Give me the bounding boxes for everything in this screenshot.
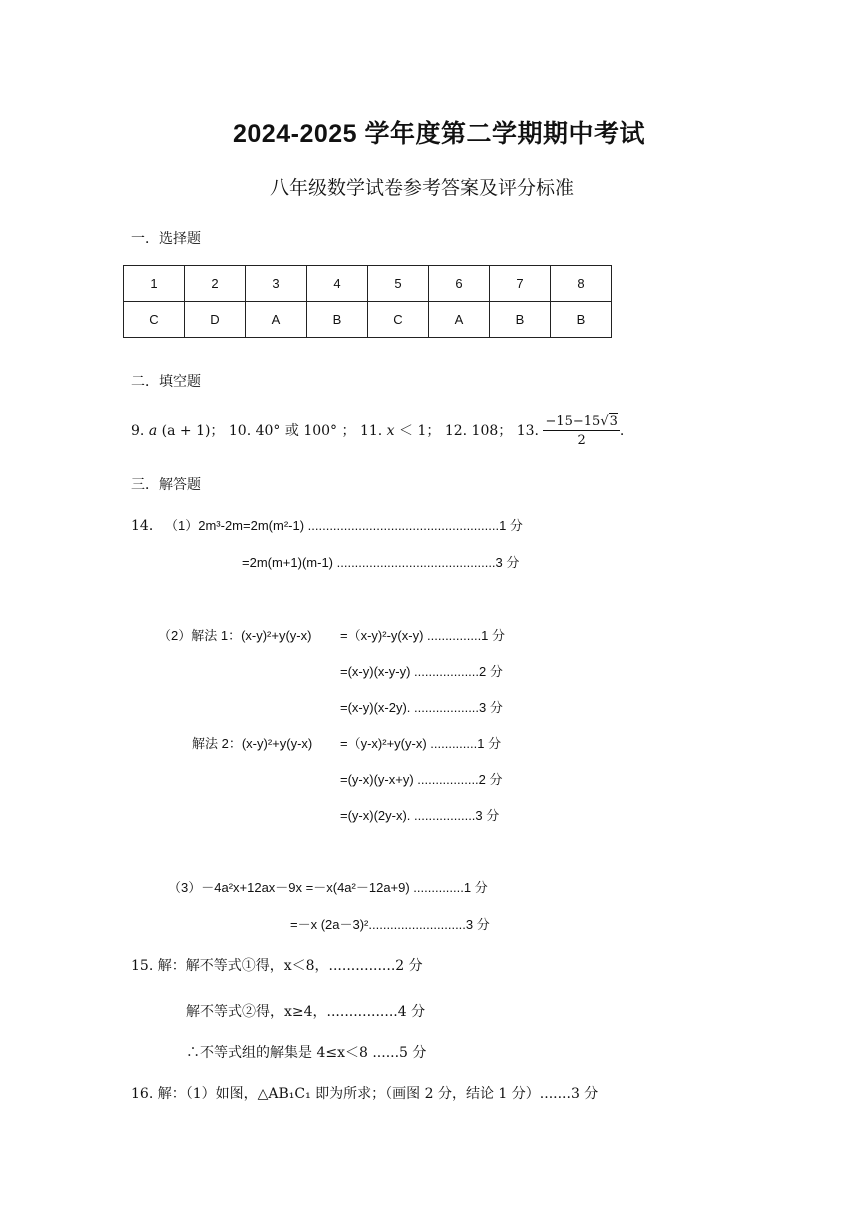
q9-answer-variable: a: [148, 423, 158, 439]
q14-part2-sol2-step3: =(y-x)(2y-x). .................3 分: [340, 808, 500, 823]
exam-title: 2024-2025 学年度第二学期期中考试: [233, 120, 646, 148]
table-cell-answer: B: [307, 302, 368, 338]
table-cell-number: 6: [429, 266, 490, 302]
q13-denominator: 2: [577, 433, 586, 448]
q12-answer: 12. 108；: [444, 423, 513, 439]
table-cell-number: 3: [246, 266, 307, 302]
table-cell-number: 8: [551, 266, 612, 302]
q14-part2-sol2-step1: =（y-x)²+y(y-x) .............1 分: [340, 736, 502, 751]
q14-part3-line2: =－x (2a－3)²...........................3 分: [290, 917, 490, 932]
exam-subtitle: 八年级数学试卷参考答案及评分标准: [270, 177, 575, 199]
table-cell-number: 1: [124, 266, 185, 302]
q13-label: 13.: [516, 423, 539, 439]
q14-part2-sol2-label: 解法 2：(x-y)²+y(y-x): [192, 736, 313, 751]
q14-part2-sol1-step2: =(x-y)(x-y-y) ..................2 分: [340, 664, 503, 679]
q14-part2-sol1-label: （2）解法 1：(x-y)²+y(y-x): [158, 628, 312, 643]
answer-table: [123, 265, 612, 338]
table-cell-number: 2: [185, 266, 246, 302]
q11-label: 11.: [359, 423, 383, 439]
table-cell-number: 5: [368, 266, 429, 302]
q13-tail: .: [619, 423, 625, 439]
table-cell-answer: B: [551, 302, 612, 338]
answer-table-number-row: [124, 266, 612, 302]
table-cell-answer: C: [124, 302, 185, 338]
table-cell-number: 4: [307, 266, 368, 302]
table-cell-number: 7: [490, 266, 551, 302]
q15-line3: ∴不等式组的解集是 4≤x＜8 ......5 分: [186, 1045, 427, 1061]
q10-answer: 10. 40° 或 100° ；: [228, 423, 356, 439]
fill-in-answers-line: [131, 414, 624, 448]
q15-line2: 解不等式②得，x≥4，................4 分: [186, 1004, 426, 1020]
q15-line1: 15. 解：解不等式①得，x＜8，...............2 分: [131, 958, 423, 974]
answer-table-answer-row: [124, 302, 612, 338]
q14-part2-sol1-step1: =（x-y)²-y(x-y) ...............1 分: [340, 628, 506, 643]
section-heading-fill-in: 二．填空题: [131, 374, 201, 390]
table-cell-answer: B: [490, 302, 551, 338]
q13-fraction: [543, 414, 619, 448]
q9-answer-rest: (a + 1)；: [161, 423, 225, 439]
section-heading-solutions: 三．解答题: [131, 477, 201, 493]
q14-part1-line2: =2m(m+1)(m-1) ............................................3 分: [242, 555, 520, 570]
q16-line1: 16. 解：（1）如图，△AB₁C₁ 即为所求；（画图 2 分，结论 1 分）.......3 分: [131, 1086, 599, 1102]
q14-part1-line1: （1）2m³-2m=2m(m²-1) .....................................................1 分: [165, 518, 523, 533]
table-cell-answer: D: [185, 302, 246, 338]
q14-label: 14．: [131, 518, 163, 534]
q14-part3-line1: （3）－4a²x+12ax－9x =－x(4a²－12a+9) ..............1 分: [168, 880, 488, 895]
section-heading-multiple-choice: 一．选择题: [131, 231, 201, 247]
q9-label: 9.: [131, 423, 145, 439]
q11-rest: ＜ 1；: [394, 423, 441, 439]
q14-part2-sol1-step3: =(x-y)(x-2y). ..................3 分: [340, 700, 503, 715]
q14-part2-sol2-step2: =(y-x)(y-x+y) .................2 分: [340, 772, 503, 787]
table-cell-answer: A: [246, 302, 307, 338]
table-cell-answer: A: [429, 302, 490, 338]
q11-variable: x: [386, 423, 395, 439]
q13-numerator: −15−15√3: [545, 414, 618, 429]
table-cell-answer: C: [368, 302, 429, 338]
